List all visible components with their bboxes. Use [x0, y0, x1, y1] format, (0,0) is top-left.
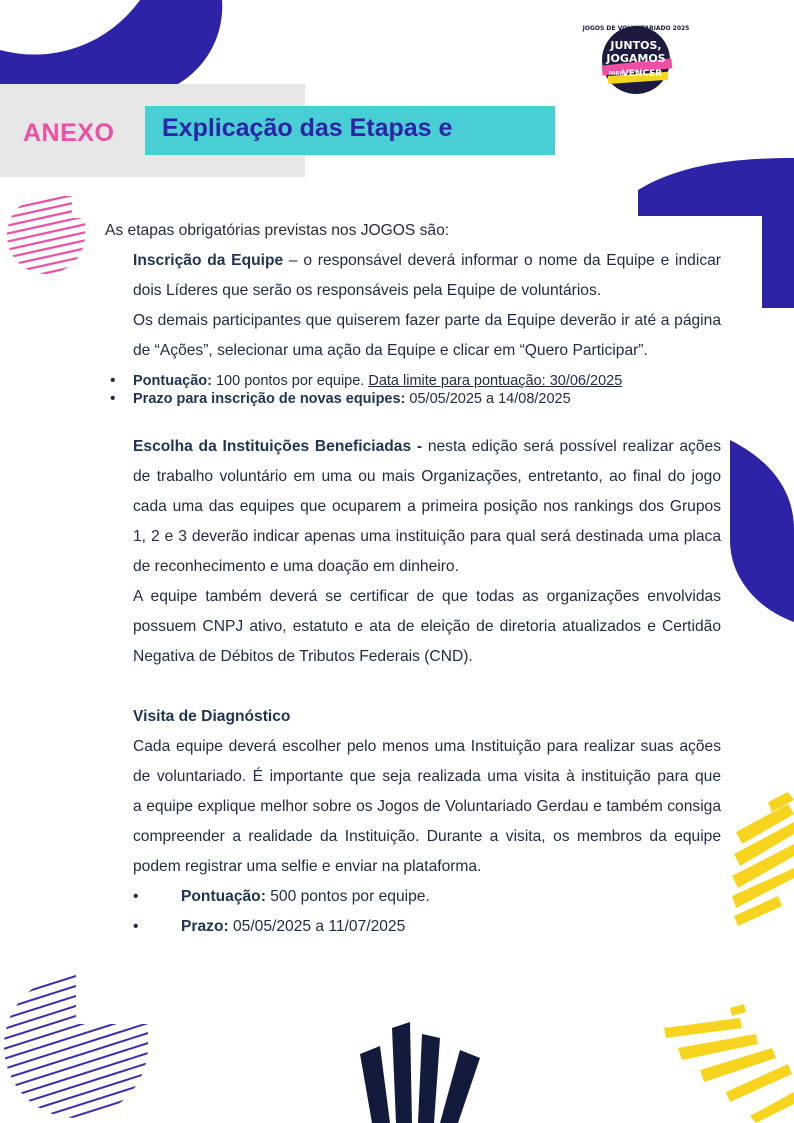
intro-text: As etapas obrigatórias previstas nos JOGOS são:	[105, 222, 450, 239]
visita-pontuacao-label: Pontuação:	[181, 888, 266, 905]
pink-scribble-circle	[6, 194, 86, 276]
inscricao-pontuacao	[133, 372, 622, 390]
logo-line1: JUNTOS,	[610, 39, 662, 52]
logo-line4: VENCER	[621, 69, 663, 79]
escolha-line-2: de trabalho voluntário em uma ou mais Organizações, entretanto, ao final do jogo	[133, 468, 721, 485]
indigo-scribble-circle	[4, 972, 152, 1120]
inscricao-line-1	[133, 252, 721, 270]
inscricao-prazo	[133, 390, 571, 408]
escolha-line-1	[133, 438, 721, 456]
jogos-voluntariado-logo	[582, 18, 690, 98]
escolha-line-1-text: nesta edição será possível realizar ações	[422, 438, 721, 455]
escolha-line-4: 1, 2 e 3 deverão indicar apenas uma instituição para qual será destinada uma placa	[133, 528, 721, 545]
yellow-stripes-bottom-right	[660, 1004, 794, 1123]
logo-line3: PARA	[608, 71, 624, 77]
bullet-marker: •	[110, 372, 116, 389]
visita-pontuacao-text: 500 pontos por equipe.	[265, 888, 430, 905]
visita-pontuacao	[181, 888, 430, 906]
inscricao-line-4: de “Ações”, selecionar uma ação da Equipe e clicar em “Quero Participar”.	[133, 342, 648, 359]
visita-line-5: podem registrar uma selfie e enviar na plataforma.	[133, 858, 482, 875]
escolha-title: Escolha da Instituições Beneficiadas -	[133, 438, 423, 455]
escolha-line-7: possuem CNPJ ativo, estatuto e ata de eleição de diretoria atualizados e Certidão	[133, 618, 721, 635]
logo-top-text: JOGOS DE VOLUNTARIADO 2025	[582, 25, 690, 32]
visita-prazo-text: 05/05/2025 a 11/07/2025	[228, 918, 406, 935]
visita-line-3: a equipe explique melhor sobre os Jogos de Voluntariado Gerdau e também consiga	[133, 798, 721, 815]
bullet-marker: •	[133, 888, 139, 905]
right-arc-decoration-middle	[730, 440, 794, 622]
visita-line-2: de voluntariado. É importante que seja realizada uma visita à instituição para que	[133, 768, 721, 785]
inscricao-line-2: dois Líderes que serão os responsáveis pela Equipe de voluntários.	[133, 282, 602, 299]
logo-line2: JOGAMOS	[606, 52, 666, 65]
escolha-line-3: cada uma das equipes que ocuparem a primeira posição nos rankings dos Grupos	[133, 498, 721, 515]
prazo-label: Prazo para inscrição de novas equipes:	[133, 391, 406, 407]
page-title: Explicação das Etapas e	[162, 114, 453, 142]
top-left-arc-decoration	[0, 0, 230, 90]
visita-title: Visita de Diagnóstico	[133, 708, 291, 725]
pontuacao-label: Pontuação:	[133, 373, 212, 389]
visita-line-4: compreender a realidade da Instituição. Durante a visita, os membros da equipe	[133, 828, 721, 845]
navy-hand-decoration	[360, 1022, 494, 1123]
inscricao-title: Inscrição da Equipe	[133, 252, 284, 269]
visita-line-1: Cada equipe deverá escolher pelo menos uma Instituição para realizar suas ações	[133, 738, 721, 755]
visita-prazo	[181, 918, 405, 936]
data-limite-text: Data limite para pontuação: 30/06/2025	[368, 373, 623, 389]
yellow-stripes-right	[728, 792, 794, 937]
inscricao-line-3: Os demais participantes que quiserem fazer parte da Equipe deverão ir até a página	[133, 312, 721, 329]
bullet-marker: •	[110, 390, 116, 407]
inscricao-line-1-text: – o responsável deverá informar o nome da Equipe e indicar	[283, 252, 721, 269]
visita-prazo-label: Prazo:	[181, 918, 229, 935]
bullet-marker: •	[133, 918, 139, 935]
escolha-line-8: Negativa de Débitos de Tributos Federais (CND).	[133, 648, 473, 665]
pontuacao-text: 100 pontos por equipe.	[211, 373, 369, 389]
escolha-line-6: A equipe também deverá se certificar de que todas as organizações envolvidas	[133, 588, 721, 605]
escolha-line-5: de reconhecimento e uma doação em dinheiro.	[133, 558, 459, 575]
prazo-text: 05/05/2025 a 14/08/2025	[405, 391, 571, 407]
anexo-label: ANEXO	[23, 119, 115, 147]
